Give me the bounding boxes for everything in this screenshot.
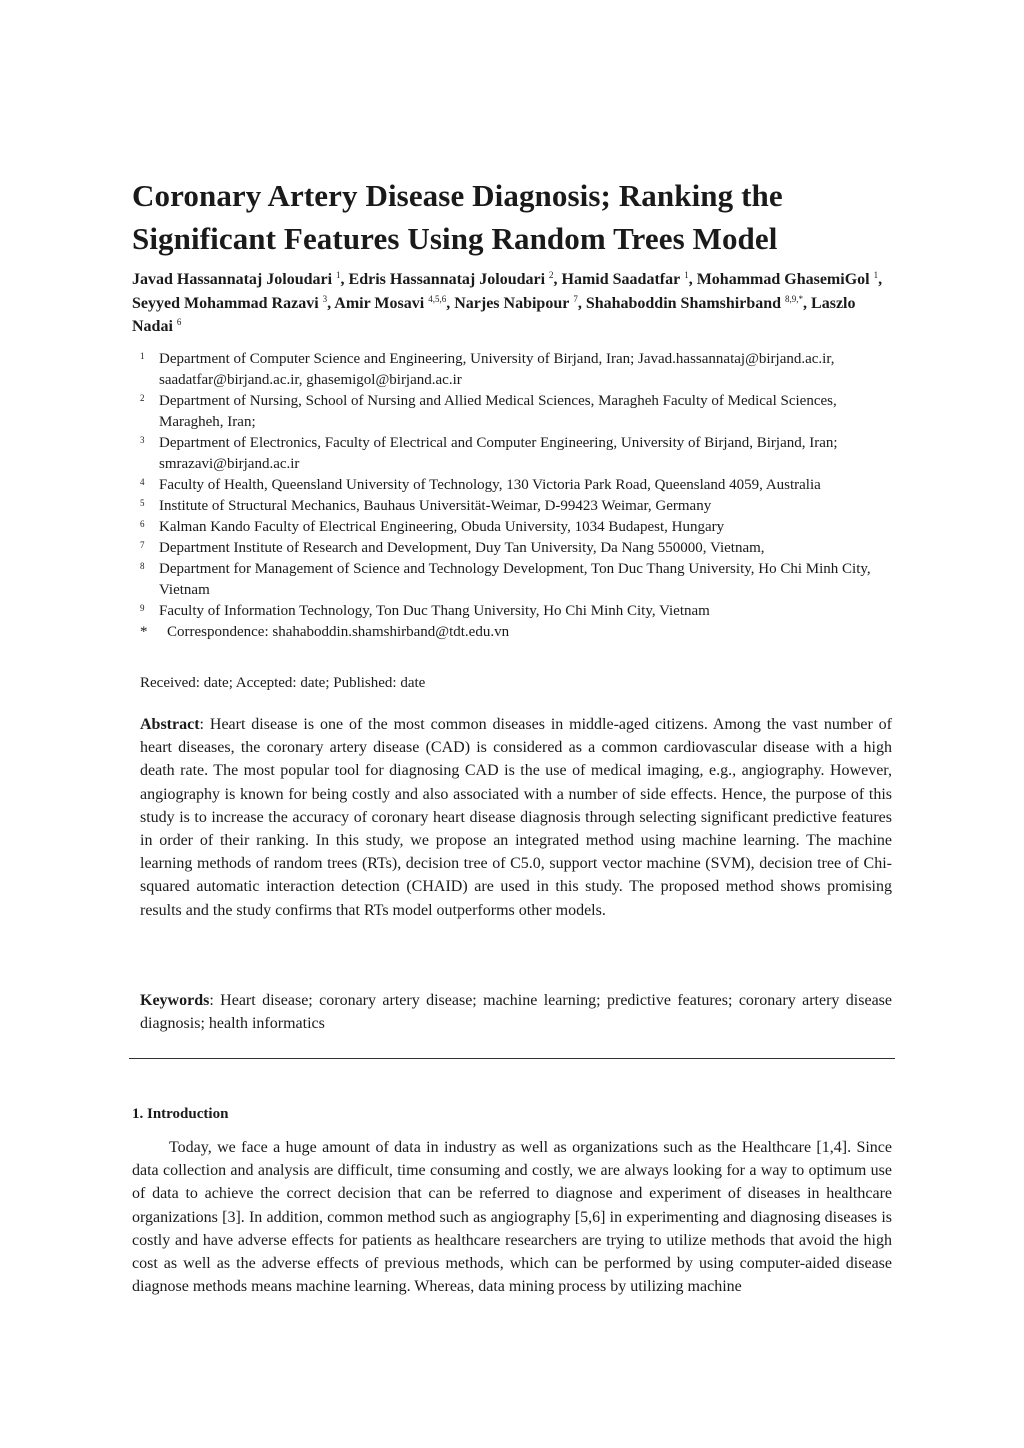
author-list bbox=[132, 268, 902, 339]
affiliation: 9 Faculty of Information Technology, Ton Duc Thang University, Ho Chi Minh City, Vietnam bbox=[140, 603, 710, 619]
affiliation: 5 Institute of Structural Mechanics, Bauhaus Universität-Weimar, D-99423 Weimar, Germany bbox=[140, 498, 712, 514]
paper-title: Coronary Artery Disease Diagnosis; Ranking the Significant Features Using Random Trees Model bbox=[132, 178, 783, 256]
section-divider bbox=[129, 1058, 895, 1059]
author: Laszlo Nadai $^6$ bbox=[132, 294, 856, 335]
affiliation-list bbox=[140, 349, 900, 643]
author: Shahaboddin Shamshirband $^{8,9,*}$, bbox=[585, 293, 812, 312]
author: Javad Hassannataj Joloudari $^1$, bbox=[132, 270, 349, 288]
author: Edris Hassannataj Joloudari $^2$, bbox=[348, 270, 562, 288]
abstract-label: Abstract bbox=[140, 716, 200, 733]
author: Amir Mosavi $^{4,5,6}$, bbox=[334, 293, 455, 312]
affiliation: 2 Department of Nursing, School of Nursing and Allied Medical Sciences, Maragheh Faculty of Medical Sciences, Maragheh, Iran; bbox=[140, 393, 837, 430]
publication-dates: Received: date; Accepted: date; Published: date bbox=[140, 675, 426, 691]
keywords-text: : Heart disease; coronary artery disease; machine learning; predictive features; coronary artery disease diagnosis; health informatics bbox=[140, 992, 892, 1033]
abstract-text: : Heart disease is one of the most common diseases in middle-aged citizens. Among the vast number of heart diseases, the coronary artery disease (CAD) is considered as a common cardiovascular disease with a high death rate. The most popular tool for diagnosing CAD is the use of medical imaging, e.g., angiography. However, angiography is known for being costly and also associated with a number of side effects. Hence, the purpose of this study is to increase the accuracy of coronary heart disease diagnosis through selecting significant predictive features in order of their ranking. In this study, we propose an integrated method using machine learning. The machine learning methods of random trees (RTs), decision tree of C5.0, support vector machine (SVM), decision tree of Chi-squared automatic interaction detection (CHAID) are used in this study. The proposed method shows promising results and the study confirms that RTs model outperforms other models. bbox=[140, 716, 892, 919]
section-heading: 1. Introduction bbox=[132, 1106, 229, 1122]
keywords bbox=[140, 989, 892, 1035]
abstract bbox=[140, 713, 892, 922]
keywords-label: Keywords bbox=[140, 992, 210, 1009]
affiliation: 8 Department for Management of Science and Technology Development, Ton Duc Thang University, Ho Chi Minh City, Vietnam bbox=[140, 561, 871, 598]
author: Hamid Saadatfar $^1$, bbox=[561, 270, 697, 288]
affiliation: 3 Department of Electronics, Faculty of Electrical and Computer Engineering, University of Birjand, Birjand, Iran; smrazavi@birjand.ac.ir bbox=[140, 435, 838, 472]
affiliation: 4 Faculty of Health, Queensland University of Technology, 130 Victoria Park Road, Queensland 4059, Australia bbox=[140, 477, 821, 493]
author: Narjes Nabipour $^7$, bbox=[454, 293, 586, 312]
affiliation: 6 Kalman Kando Faculty of Electrical Engineering, Obuda University, 1034 Budapest, Hungary bbox=[140, 519, 725, 535]
introduction-paragraph: Today, we face a huge amount of data in industry as well as organizations such as the Healthcare [1,4]. Since data collection and analysis are difficult, time consuming and costly, we are always looking for a way to optimum use of data to achieve the correct decision that can be referred to diagnose and experiment of diseases in healthcare organizations [3]. In addition, common method such as angiography [5,6] in experimenting and diagnosing diseases is costly and have adverse effects for patients as healthcare researchers are trying to utilize methods that avoid the high cost as well as the adverse effects of previous methods, which can be performed by using computer-aided disease diagnose methods means machine learning. Whereas, data mining process by utilizing machine bbox=[132, 1139, 892, 1296]
author: Mohammad GhasemiGol $^1$, bbox=[696, 270, 883, 288]
correspondence: * Correspondence: shahaboddin.shamshirband@tdt.edu.vn bbox=[140, 624, 510, 640]
affiliation: 7 Department Institute of Research and Development, Duy Tan University, Da Nang 550000, Vietnam, bbox=[140, 540, 765, 556]
affiliation: 1 Department of Computer Science and Engineering, University of Birjand, Iran; Javad.hassannataj@birjand.ac.ir, saadatfar@birjand.ac.ir, ghasemigol@birjand.ac.ir bbox=[140, 351, 835, 388]
author: Seyyed Mohammad Razavi $^3$, bbox=[132, 293, 335, 312]
